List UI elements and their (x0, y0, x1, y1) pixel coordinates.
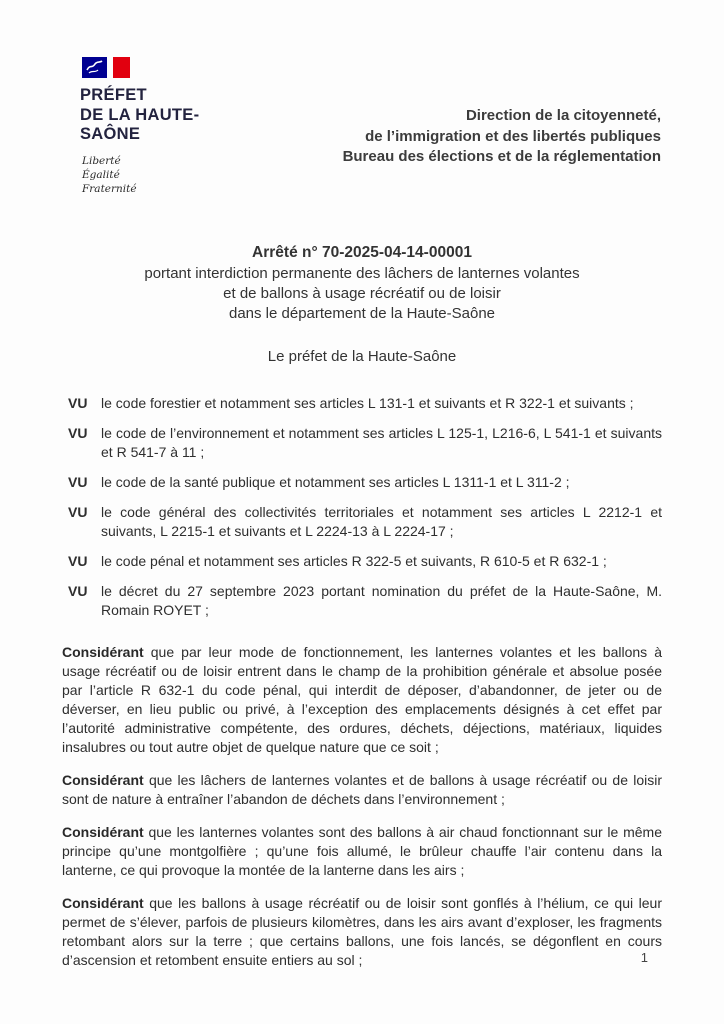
decree-subtitle-line2: et de ballons à usage récréatif ou de loisir (223, 285, 501, 302)
vu-label: VU (68, 425, 88, 441)
considerant-text: que les lâchers de lanternes volantes et de ballons à usage récréatif ou de loisir sont de nature à entraîner l’abandon de déchets dans l’environnement ; (62, 772, 662, 807)
decree-title-block (0, 243, 724, 324)
prefecture-name-line2: DE LA HAUTE- (80, 105, 200, 124)
considerant-text: que par leur mode de fonctionnement, les lanternes volantes et les ballons à usage récréatif ou de loisir entrent dans le champ de la prohibition générale et absolue posée par l’article R 632-1 du code pénal, qui interdit de déposer, d’abandonner, de jeter ou de déverser, en lieu public ou privé, à l’exception des emplacements désignés à cet effet par l’autorité administrative compétente, des ordures, déchets, déjections, matériaux, liquides insalubres ou tout autre objet de quelque nature que ce soit ; (62, 644, 662, 755)
prefecture-name-line3: SAÔNE (80, 125, 141, 143)
vu-item (62, 582, 662, 620)
considerant-paragraph (62, 771, 662, 809)
vu-label: VU (68, 504, 88, 520)
vu-text: le code pénal et notamment ses articles R 322-5 et suivants, R 610-5 et R 632-1 ; (101, 553, 607, 569)
decree-subtitle-line3: dans le département de la Haute-Saône (228, 305, 495, 322)
vu-text: le code de la santé publique et notamment ses articles L 1311-1 et L 311-2 ; (101, 474, 570, 490)
motto-egalite: Égalité (82, 168, 120, 181)
vu-text: le code forestier et notamment ses articles L 131-1 et suivants et R 322-1 et suivants ; (101, 395, 634, 411)
vu-item (62, 394, 662, 413)
prefecture-logo (80, 57, 199, 196)
considerant-label: Considérant (62, 644, 144, 660)
vu-item (62, 552, 662, 571)
considerant-text: que les ballons à usage récréatif ou de loisir sont gonflés à l’hélium, ce qui leur permet de s’élever, parfois de plusieurs kilomètres, dans les airs avant d’exploser, les fragments retombant alors sur la terre ; que certains ballons, une fois lancés, se dégonflent en cours d’ascension et retombent ensuite entiers au sol ; (62, 895, 662, 968)
considerant-label: Considérant (62, 772, 144, 788)
considerant-paragraph (62, 894, 662, 970)
vu-label: VU (68, 474, 88, 490)
considerant-paragraph (62, 643, 662, 757)
prefecture-name-line1: PRÉFET (80, 86, 147, 104)
office-line-3: Bureau des élections et de la réglementation (342, 148, 661, 165)
vu-label: VU (68, 395, 88, 411)
considerant-paragraph (62, 823, 662, 880)
marianne-silhouette-icon (82, 57, 107, 78)
motto-fraternite: Fraternité (82, 182, 137, 195)
vu-label: VU (68, 583, 88, 599)
issuing-office-block (343, 106, 661, 168)
decree-body (62, 394, 662, 984)
decree-subtitle-line1: portant interdiction permanente des lâchers de lanternes volantes (144, 265, 580, 282)
republic-motto (82, 154, 199, 196)
vu-text: le décret du 27 septembre 2023 portant nomination du préfet de la Haute-Saône, M. Romain ROYET ; (101, 583, 662, 618)
considerant-label: Considérant (62, 895, 144, 911)
office-line-2: de l’immigration et des libertés publiques (365, 127, 661, 145)
prefecture-name (80, 86, 199, 145)
page-number: 1 (640, 950, 648, 965)
french-flag-marianne-icon (82, 57, 199, 79)
vu-item (62, 473, 662, 492)
office-line-1: Direction de la citoyenneté, (465, 107, 661, 124)
flag-blue-block (82, 57, 107, 78)
salutation: Le préfet de la Haute-Saône (267, 348, 457, 365)
considerant-label: Considérant (62, 824, 144, 840)
considerant-text: que les lanternes volantes sont des ballons à air chaud fonctionnant sur le même principe qu’une montgolfière ; qu’une fois allumé, le brûleur chauffe l’air contenu dans la lanterne, ce qui provoque la montée de la lanterne dans les airs ; (62, 824, 662, 878)
decree-number: Arrêté n° 70-2025-04-14-00001 (252, 244, 472, 261)
vu-text: le code général des collectivités territoriales et notamment ses articles L 2212-1 et suivants, L 2215-1 et suivants et L 2224-13 à L 2224-17 ; (101, 504, 662, 539)
flag-red-block (113, 57, 130, 78)
vu-item (62, 503, 662, 541)
vu-label: VU (68, 553, 88, 569)
motto-liberte: Liberté (82, 154, 121, 167)
vu-item (62, 424, 662, 462)
considerant-section (62, 643, 662, 970)
vu-text: le code de l’environnement et notamment ses articles L 125-1, L216-6, L 541-1 et suivants et R 541-7 à 11 ; (101, 425, 662, 460)
